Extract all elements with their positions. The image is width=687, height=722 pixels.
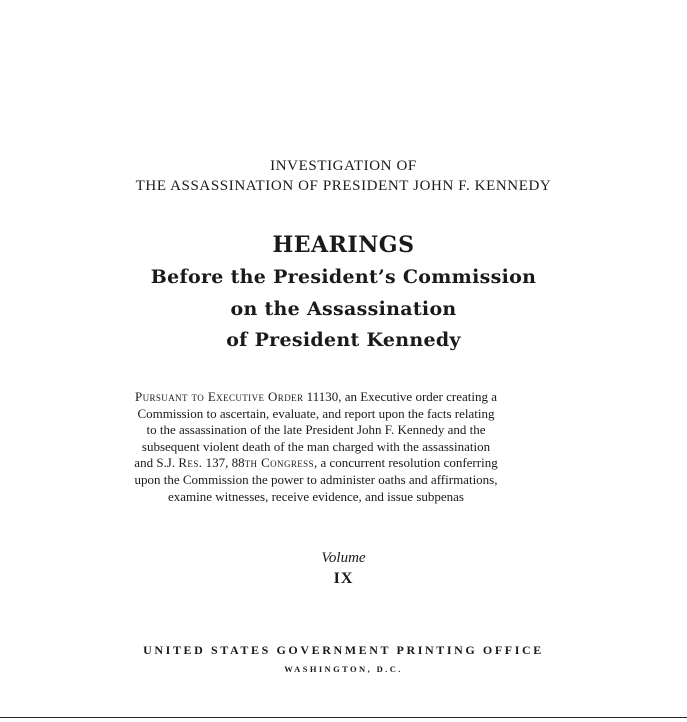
resolution-line-5-c: , a concurrent resolution conferring [313,455,498,471]
resolution-line-6: upon the Commission the power to administer oaths and affirmations, [134,471,498,487]
investigation-heading-line-1: INVESTIGATION OF [270,158,417,174]
commission-subtitle-line-2: on the Assassination [230,298,457,320]
commission-subtitle-line-1: Before the President’s Commission [150,266,537,288]
volume-number: IX [333,570,354,587]
investigation-heading-line-2: THE ASSASSINATION OF PRESIDENT JOHN F. KENNEDY [135,178,552,194]
resolution-line-5-a: and S.J. [134,455,179,471]
resolution-line-4: subsequent violent death of the man charged with the assassination [141,438,491,454]
bottom-divider [0,717,687,718]
resolution-line-2: Commission to ascertain, evaluate, and report upon the facts relating [137,405,495,421]
resolution-paragraph [46,389,586,505]
resolution-line-3: to the assassination of the late President John F. Kennedy and the [146,422,486,438]
executive-order-smallcaps: Pursuant to Executive Order [134,389,304,404]
resolution-line-1 [46,389,586,406]
publisher-city: WASHINGTON, D.C. [284,664,403,674]
hearings-title: HEARINGS [272,232,415,258]
publisher-name: UNITED STATES GOVERNMENT PRINTING OFFICE [143,643,544,657]
congress-smallcaps: th Congress [244,455,314,471]
resolution-line-1-rest: 11130, an Executive order creating a [303,389,498,404]
resolution-line-5-b: 137, 88 [202,455,245,471]
resolution-line-7: examine witnesses, receive evidence, and issue subpenas [167,488,464,504]
res-smallcaps: Res. [178,455,203,471]
resolution-line-5 [46,455,586,472]
volume-label: Volume [321,550,366,566]
commission-subtitle-line-3: of President Kennedy [226,329,461,351]
